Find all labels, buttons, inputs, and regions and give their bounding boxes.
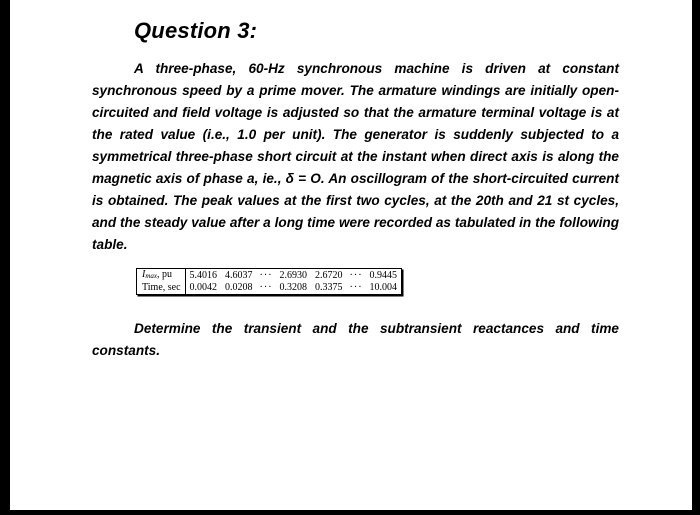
- current-symbol: I: [142, 269, 146, 280]
- data-table: [136, 268, 402, 295]
- ellipsis-cell: ···: [349, 269, 363, 281]
- ellipsis-cell: ···: [259, 282, 273, 293]
- ellipsis-cell: ···: [259, 269, 273, 281]
- table-cell: 0.9445: [369, 269, 398, 281]
- current-unit: , pu: [157, 269, 173, 280]
- closing-paragraph: Determine the transient and the subtransient reactances and time constants.: [92, 321, 619, 358]
- current-subscript: max: [145, 272, 158, 280]
- row-label-time: Time, sec: [137, 282, 186, 295]
- table-cell: 5.4016: [189, 269, 218, 281]
- question-paragraph: A three-phase, 60-Hz synchronous machine is driven at constant synchronous speed by a prime mover. The armature windings are initially open-circuited and field voltage is adjusted so that the armature terminal voltage is at the rated value (i.e., 1.0 per unit). The generator is suddenly subjected to a symmetrical three-phase short circuit at the instant when direct axis is along the magnetic axis of phase a, ie., δ = O. An oscillogram of the short-circuited current is obtained. The peak values at the first two cycles, at the 20th and 21 st cycles, and the steady value after a long time were recorded as tabulated in the following table.: [92, 61, 619, 252]
- table-cell: 2.6720: [315, 269, 343, 281]
- table-cell: 10.004: [369, 282, 398, 293]
- table-cell: 0.3375: [315, 282, 343, 293]
- table-cell: 2.6930: [279, 269, 308, 281]
- table-row-time: [137, 282, 402, 295]
- document-page: [10, 0, 692, 510]
- table-row-current: [137, 269, 402, 283]
- table-cell: 4.6037: [225, 269, 253, 281]
- table-cell: 0.0208: [225, 282, 253, 293]
- question-title: Question 3:: [134, 18, 258, 43]
- ellipsis-cell: ···: [349, 282, 363, 293]
- table-cell: 0.3208: [279, 282, 308, 293]
- row-label-current: [137, 269, 186, 283]
- table-cell: 0.0042: [189, 282, 218, 293]
